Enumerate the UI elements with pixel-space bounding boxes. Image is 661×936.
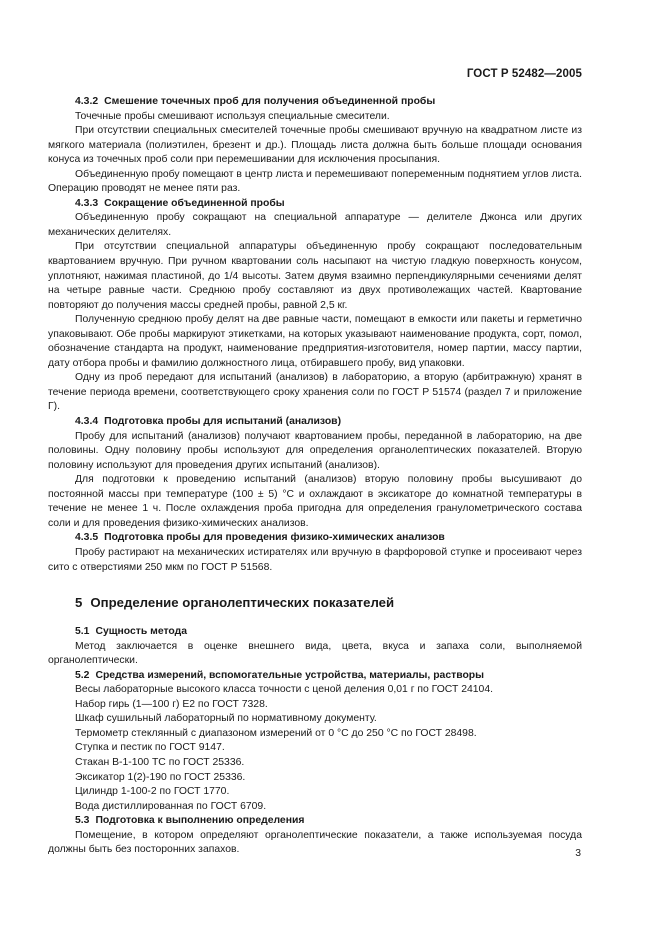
page-number: 3 bbox=[575, 848, 581, 859]
paragraph: Объединенную пробу помещают в центр листа и перемешивают попеременным поднятием углов листа. Операцию проводят не менее пяти раз. bbox=[48, 168, 582, 195]
subsection-heading-4-3-3: 4.3.3 Сокращение объединенной пробы bbox=[75, 197, 285, 209]
paragraph: Для подготовки к проведению испытаний (анализов) вторую половину пробы высушивают до постоянной массы при температуре (100 ± 5) °С и охлаждают в эксикаторе до комнатной температуры в течение не менее 1 ч. После охлаждения проба пригодна для определения гранулометрического состава соли и для проведения физико-химических анализов. bbox=[48, 474, 582, 529]
subsection-heading-5-2: 5.2 Средства измерений, вспомогательные устройства, материалы, растворы bbox=[75, 669, 485, 681]
paragraph: Метод заключается в оценке внешнего вида, цвета, вкуса и запаха соли, выполняемой органолептически. bbox=[48, 640, 582, 667]
paragraph: Полученную среднюю пробу делят на две равные части, помещают в емкости или пакеты и герметично упаковывают. Обе пробы маркируют этикетками, на которых указывают наименование продукта, сорт, помол, обозначение стандарта на продукт, наименование предприятия-изготовителя, номер партии, массу партии, дату отбора пробы и фамилию должностного лица, отбиравшего пробу, вид упаковки. bbox=[48, 314, 582, 369]
subsection-heading-5-3: 5.3 Подготовка к выполнению определения bbox=[75, 815, 305, 827]
equipment-item: Вода дистиллированная по ГОСТ 6709. bbox=[75, 800, 267, 812]
subsection-heading-4-3-2: 4.3.2 Смешение точечных проб для получения объединенной пробы bbox=[75, 96, 436, 107]
equipment-item: Термометр стеклянный с диапазоном измерений от 0 °С до 250 °С по ГОСТ 28498. bbox=[75, 727, 477, 739]
equipment-item: Эксикатор 1(2)-190 по ГОСТ 25336. bbox=[75, 771, 246, 783]
paragraph: Одну из проб передают для испытаний (анализов) в лабораторию, а вторую (арбитражную) хранят в течение периода времени, соответствующего сроку хранения соли по ГОСТ Р 51574 (раздел 7 и приложение Г). bbox=[48, 372, 582, 413]
paragraph: Пробу растирают на механических истирателях или вручную в фарфоровой ступке и просеивают через сито с отверстиями 250 мкм по ГОСТ Р 51568. bbox=[48, 546, 582, 573]
subsection-heading-4-3-5: 4.3.5 Подготовка пробы для проведения физико-химических анализов bbox=[75, 532, 445, 544]
equipment-item: Шкаф сушильный лабораторный по нормативному документу. bbox=[75, 713, 377, 725]
paragraph: При отсутствии специальных смесителей точечные пробы смешивают вручную на квадратном листе из мягкого материала (полиэтилен, брезент и др.). Площадь листа должна быть больше площади основания конуса из точечных проб соли при перемешивании для исключения просыпания. bbox=[48, 125, 582, 166]
paragraph: Помещение, в котором определяют органолептические показатели, а также используемая посуда должны быть без посторонних запахов. bbox=[48, 829, 582, 856]
document-header: ГОСТ Р 52482—2005 bbox=[466, 68, 582, 80]
equipment-item: Набор гирь (1—100 г) E2 по ГОСТ 7328. bbox=[75, 698, 268, 710]
document-body bbox=[48, 95, 582, 858]
equipment-item: Весы лабораторные высокого класса точности с ценой деления 0,01 г по ГОСТ 24104. bbox=[75, 684, 493, 696]
subsection-heading-5-1: 5.1 Сущность метода bbox=[75, 626, 187, 638]
equipment-item: Стакан В-1-100 ТС по ГОСТ 25336. bbox=[75, 756, 245, 768]
section-heading-5: 5 Определение органолептических показателей bbox=[75, 595, 395, 611]
paragraph: Пробу для испытаний (анализов) получают квартованием пробы, переданной в лабораторию, на две половины. Одну половину пробы используют для определения органолептических показателей. Вторую половину используют для проведения других испытаний (анализов). bbox=[48, 430, 582, 471]
equipment-item: Цилиндр 1-100-2 по ГОСТ 1770. bbox=[75, 786, 230, 798]
paragraph: Точечные пробы смешивают используя специальные смесители. bbox=[75, 110, 390, 122]
subsection-heading-4-3-4: 4.3.4 Подготовка пробы для испытаний (анализов) bbox=[75, 416, 342, 428]
paragraph: При отсутствии специальной аппаратуры объединенную пробу сокращают последовательным квартованием вручную. При ручном квартовании соль насыпают на чистую гладкую поверхность конусом, уплотняют, нажимая пластиной, до 1/4 высоты. Затем двумя взаимно перпендикулярными сечениями делят на четыре равные части. Среднюю пробу составляют из двух противолежащих частей. Квартование повторяют до получения массы средней пробы, равной 2,5 кг. bbox=[48, 241, 582, 311]
paragraph: Объединенную пробу сокращают на специальной аппаратуре — делителе Джонса или других механических делителях. bbox=[48, 212, 582, 238]
equipment-item: Ступка и пестик по ГОСТ 9147. bbox=[75, 742, 225, 754]
